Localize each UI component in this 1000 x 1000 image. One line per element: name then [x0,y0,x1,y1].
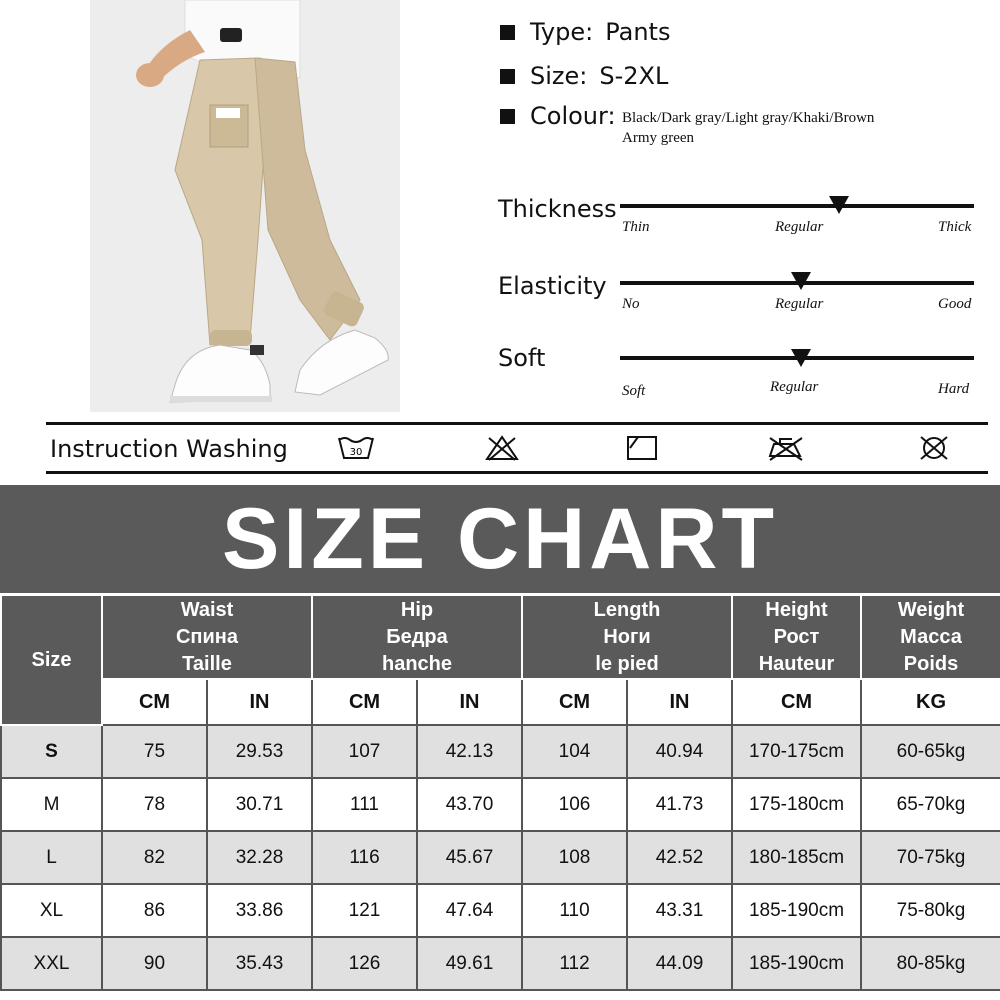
cell-height: 180-185cm [732,831,861,884]
scale-elasticity-title: Elasticity [498,272,607,300]
cell-height: 185-190cm [732,884,861,937]
cell-hip-cm: 116 [312,831,417,884]
waist-ru: Спина [175,625,239,648]
cell-waist-in: 30.71 [207,778,312,831]
scale-thickness-tick-low: Thin [622,219,650,235]
hip-ru: Бедра [386,625,448,648]
colour-line-1: Black/Dark gray/Light gray/Khaki/Brown [622,110,875,126]
cell-hip-cm: 121 [312,884,417,937]
hip-unit-cm: CM [312,679,417,725]
cell-hip-in: 49.61 [417,937,522,990]
spec-size [500,62,668,90]
bullet-square-icon [500,69,515,84]
cell-waist-in: 32.28 [207,831,312,884]
cell-weight: 65-70kg [861,778,1000,831]
waist-en: Waist [180,598,234,621]
height-header [732,595,861,679]
cell-hip-cm: 111 [312,778,417,831]
cell-height: 170-175cm [732,725,861,778]
cell-waist-cm: 82 [102,831,207,884]
cell-weight: 60-65kg [861,725,1000,778]
scale-thickness-title: Thickness [498,195,617,223]
scale-thickness-marker [829,196,849,214]
hip-unit-in: IN [417,679,522,725]
scale-elasticity-tick-high: Good [938,296,972,312]
waist-unit-cm: CM [102,679,207,725]
washing-title: Instruction Washing [50,435,288,463]
waist-fr: Taille [182,652,232,675]
scale-soft-marker [791,349,811,367]
weight-en: Weight [897,598,965,621]
size-table-body [1,725,1000,990]
weight-fr: Poids [903,652,959,675]
cell-length-cm: 112 [522,937,627,990]
cell-waist-cm: 90 [102,937,207,990]
washing-instructions [46,422,988,474]
cell-length-cm: 110 [522,884,627,937]
cell-weight: 70-75kg [861,831,1000,884]
scale-soft-tick-high: Hard [938,381,970,397]
waist-header [102,595,312,679]
table-row [1,831,1000,884]
cell-waist-in: 29.53 [207,725,312,778]
cell-hip-cm: 126 [312,937,417,990]
length-fr: le pied [595,652,659,675]
cell-waist-cm: 75 [102,725,207,778]
cell-length-in: 40.94 [627,725,732,778]
hip-en: Hip [400,598,434,621]
cell-height: 185-190cm [732,937,861,990]
cell-hip-in: 45.67 [417,831,522,884]
spec-type-value: Pants [605,18,671,46]
length-ru: Ноги [603,625,651,648]
height-unit-cm: CM [732,679,861,725]
length-header [522,595,732,679]
no-dry-clean-icon [916,434,952,462]
size-chart-title: SIZE CHART [222,490,778,587]
cell-hip-in: 42.13 [417,725,522,778]
weight-unit-kg: KG [861,679,1000,725]
height-ru: Рост [773,625,820,648]
no-bleach-icon [484,434,520,462]
cell-waist-cm: 86 [102,884,207,937]
spec-size-label: Size: [530,62,588,90]
table-row [1,884,1000,937]
cell-hip-in: 43.70 [417,778,522,831]
spec-size-value: S-2XL [599,62,669,90]
wash-30-icon [336,434,376,462]
size-chart-banner [0,485,1000,593]
cell-length-in: 41.73 [627,778,732,831]
bullet-square-icon [500,25,515,40]
cell-size: S [1,725,102,778]
spec-colour [500,102,616,130]
cell-hip-in: 47.64 [417,884,522,937]
scale-soft-tick-mid: Regular [770,379,819,395]
scale-thickness-bar [620,204,974,208]
cell-length-in: 42.52 [627,831,732,884]
table-row [1,778,1000,831]
scale-soft-title: Soft [498,344,546,372]
cell-size: XL [1,884,102,937]
cell-waist-cm: 78 [102,778,207,831]
cell-size: M [1,778,102,831]
cell-size: L [1,831,102,884]
height-en: Height [765,598,828,621]
spec-type [500,18,670,46]
weight-header [861,595,1000,679]
scale-thickness-tick-high: Thick [938,219,972,235]
scale-elasticity-marker [791,272,811,290]
table-row [1,725,1000,778]
colour-line-2: Army green [622,130,695,146]
cell-size: XXL [1,937,102,990]
cell-length-cm: 104 [522,725,627,778]
spec-colour-label: Colour: [530,102,616,130]
cell-hip-cm: 107 [312,725,417,778]
size-header: Size [1,595,102,725]
wash-temp-label: 30 [349,447,363,458]
scale-thickness-tick-mid: Regular [775,219,824,235]
cell-height: 175-180cm [732,778,861,831]
spec-colour-value [622,108,874,148]
length-unit-in: IN [627,679,732,725]
hip-fr: hanche [381,652,453,675]
no-iron-icon [766,434,806,462]
size-table [0,594,1000,991]
cell-weight: 80-85kg [861,937,1000,990]
cell-length-cm: 106 [522,778,627,831]
height-fr: Hauteur [758,652,835,675]
cell-length-in: 44.09 [627,937,732,990]
cell-length-in: 43.31 [627,884,732,937]
cell-waist-in: 33.86 [207,884,312,937]
spec-type-label: Type: [530,18,594,46]
scale-elasticity-tick-low: No [622,296,640,312]
scale-soft-tick-low: Soft [622,383,646,399]
bullet-square-icon [500,109,515,124]
hip-header [312,595,522,679]
tumble-dry-icon [626,434,658,462]
length-en: Length [593,598,661,621]
weight-ru: Масса [900,625,962,648]
length-unit-cm: CM [522,679,627,725]
scale-elasticity-tick-mid: Regular [775,296,824,312]
cell-weight: 75-80kg [861,884,1000,937]
waist-unit-in: IN [207,679,312,725]
cell-waist-in: 35.43 [207,937,312,990]
cell-length-cm: 108 [522,831,627,884]
product-photo [90,0,400,412]
table-row [1,937,1000,990]
